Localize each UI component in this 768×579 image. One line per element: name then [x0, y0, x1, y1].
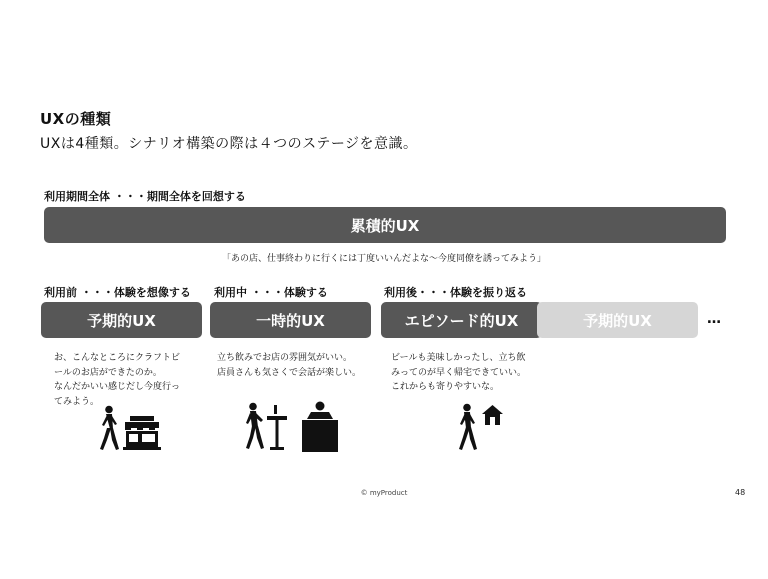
- note-line: ビールも美味しかったし、立ち飲: [391, 353, 526, 363]
- slide-subtitle: UXは4種類。シナリオ構築の際は４つのステージを意識。: [40, 136, 418, 152]
- episodic-ux-bar: エピソード的UX: [381, 302, 542, 338]
- house-icon: [482, 405, 503, 425]
- note-line: ールのお店ができたのか。: [54, 367, 162, 378]
- momentary-ux-bar: 一時的UX: [210, 302, 371, 338]
- note-line: 立ち飲みでお店の雰囲気がいい。: [217, 353, 353, 363]
- stage-note-after: [391, 351, 541, 395]
- standing-person-icon: [243, 402, 265, 450]
- note-line: みってのが早く帰宅できていい。: [391, 367, 527, 378]
- note-line: てみよう。: [54, 396, 100, 407]
- stage-note-before: [54, 351, 204, 409]
- cumulative-quote: 「あの店、仕事終わりに行くには丁度いいんだよな〜今度同僚を誘ってみよう」: [221, 254, 546, 264]
- storefront-icon: [123, 416, 161, 450]
- page-number: 48: [735, 488, 746, 497]
- stage-label-during: 利用中 ・・・体験する: [214, 286, 328, 299]
- cumulative-ux-bar: 累積的UX: [44, 207, 726, 243]
- copyright-footer: © myProduct: [360, 489, 408, 497]
- slide-title: UXの種類: [40, 110, 112, 128]
- stage-label-after: 利用後・・・体験を振り返る: [384, 286, 527, 299]
- stage-note-during: [217, 351, 377, 380]
- walking-person-icon: [98, 405, 120, 451]
- bartender-icon: [302, 401, 338, 452]
- note-line: これからも寄りやすいな。: [391, 382, 500, 392]
- anticipatory-ux-bar: 予期的UX: [41, 302, 202, 338]
- stage-label-before: 利用前 ・・・体験を想像する: [44, 286, 191, 299]
- overall-period-label: 利用期間全体 ・・・期間全体を回想する: [44, 190, 246, 203]
- anticipatory-ux-next-bar: 予期的UX: [537, 302, 698, 338]
- note-line: なんだかいい感じだし今度行っ: [54, 382, 181, 392]
- note-line: 店員さんも気さくで会話が楽しい。: [217, 367, 362, 378]
- continuation-ellipsis: …: [707, 311, 722, 327]
- note-line: お、こんなところにクラフトビ: [54, 353, 181, 363]
- bar-table-icon: [266, 405, 288, 451]
- walking-person-icon: [456, 403, 478, 451]
